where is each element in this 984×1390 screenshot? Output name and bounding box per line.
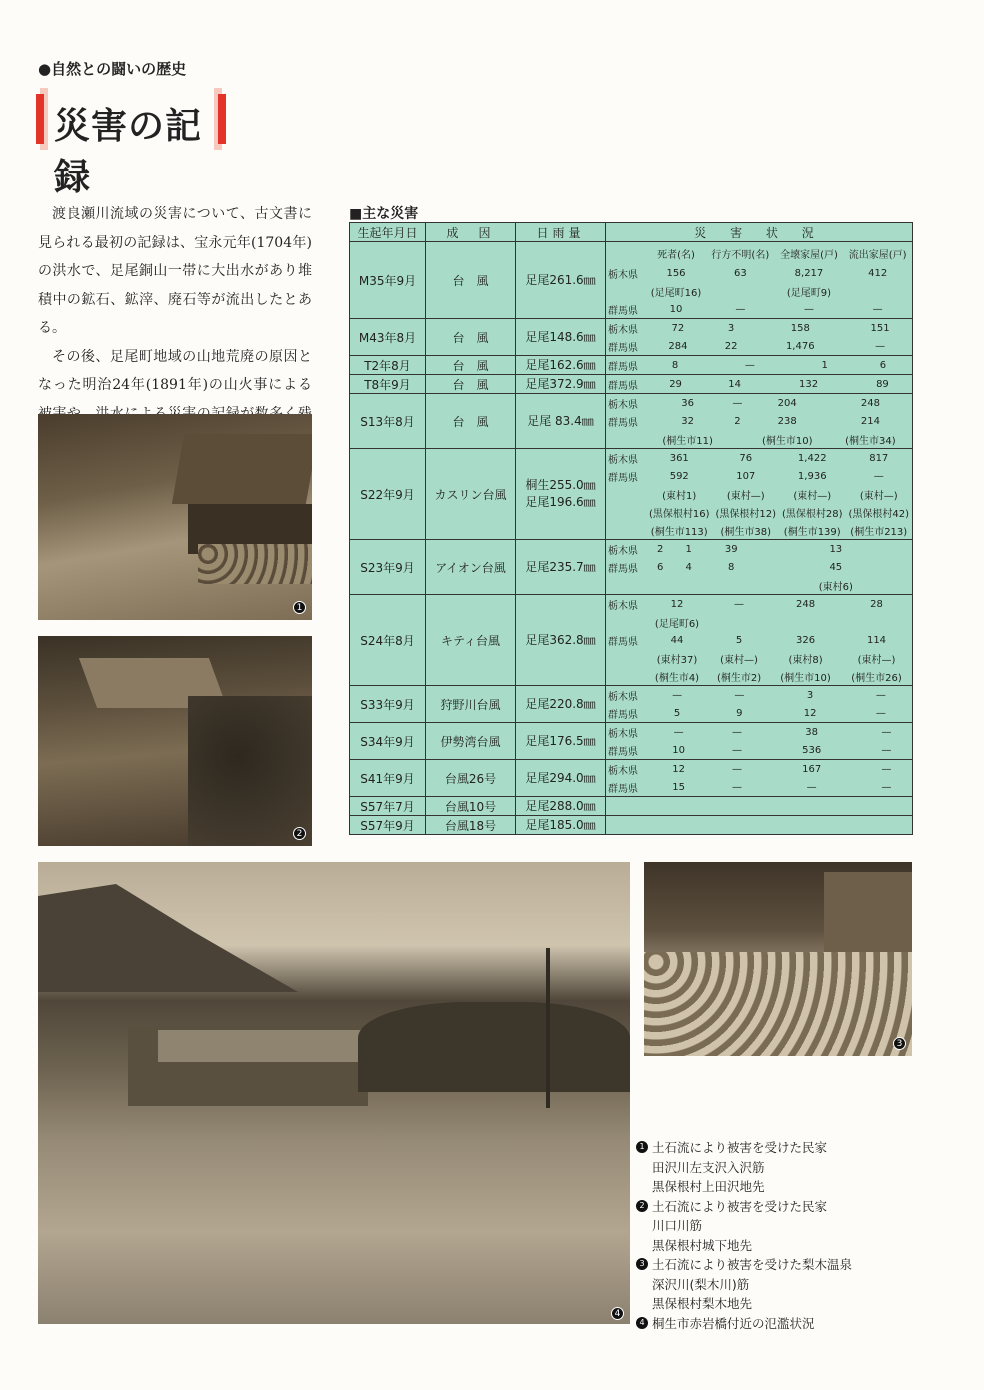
status-value: 114 bbox=[866, 634, 887, 646]
status-subheader: 流出家屋(戸) bbox=[848, 249, 907, 261]
status-value bbox=[706, 282, 775, 300]
prefecture-label bbox=[606, 649, 646, 667]
prefecture-label: 群馬県 bbox=[608, 472, 638, 484]
status-value: — bbox=[734, 598, 745, 610]
status-value: (黒保根村42) bbox=[848, 508, 910, 520]
rainfall-value: 足尾372.9㎜ bbox=[525, 376, 596, 391]
row-cause: 台 風 bbox=[426, 242, 516, 319]
status-value: 5 bbox=[673, 707, 681, 719]
caption-number: 1 bbox=[636, 1141, 648, 1153]
row-date: S23年9月 bbox=[350, 540, 426, 595]
status-value: (東村37) bbox=[656, 654, 698, 666]
row-status bbox=[606, 242, 913, 319]
rainfall-value: 足尾294.0㎜ bbox=[525, 770, 596, 785]
status-value: — bbox=[875, 707, 886, 719]
row-rainfall bbox=[516, 540, 606, 595]
status-value: 38 bbox=[805, 726, 819, 738]
status-value: (桐生市4) bbox=[654, 672, 700, 684]
status-value: 412 bbox=[868, 267, 888, 279]
status-value: 9 bbox=[736, 707, 743, 719]
table-row bbox=[350, 394, 913, 449]
status-value: 4 bbox=[685, 561, 692, 573]
status-value: (桐生市2) bbox=[716, 672, 762, 684]
caption-detail: 深沢川(梨木川)筋 bbox=[652, 1276, 750, 1292]
status-value: — bbox=[734, 689, 745, 701]
photo-2 bbox=[38, 636, 312, 846]
status-value: — bbox=[881, 781, 892, 793]
status-value: (桐生市34) bbox=[845, 435, 896, 447]
prefecture-label: 栃木県 bbox=[608, 269, 638, 281]
photo-number: 1 bbox=[293, 601, 306, 614]
caption-detail: 黒保根村上田沢地先 bbox=[652, 1179, 765, 1194]
status-value: 238 bbox=[777, 415, 797, 427]
status-value: 76 bbox=[739, 452, 753, 464]
row-date: T2年8月 bbox=[350, 356, 426, 375]
status-value: 1,422 bbox=[797, 452, 827, 464]
status-value: 44 bbox=[670, 634, 684, 646]
status-value: 12 bbox=[803, 707, 817, 719]
row-rainfall bbox=[516, 686, 606, 723]
title-box bbox=[36, 88, 226, 198]
status-value: 8 bbox=[728, 561, 735, 573]
status-value: 8 bbox=[671, 359, 679, 371]
row-rainfall bbox=[516, 375, 606, 394]
status-value: 536 bbox=[802, 744, 822, 756]
status-value: (東村1) bbox=[662, 490, 697, 502]
photo-captions bbox=[636, 1138, 936, 1333]
prefecture-label: 栃木県 bbox=[608, 545, 638, 557]
status-value: — bbox=[732, 726, 742, 738]
status-value: 45 bbox=[829, 561, 843, 573]
row-date: T8年9月 bbox=[350, 375, 426, 394]
caption-title: 土石流により被害を受けた民家 bbox=[652, 1198, 828, 1214]
row-rainfall bbox=[516, 595, 606, 686]
status-value: 204 bbox=[777, 397, 797, 409]
prefecture-label bbox=[606, 521, 646, 539]
status-value: 8,217 bbox=[794, 267, 824, 279]
page-title: 災害の記録 bbox=[54, 106, 203, 198]
row-cause: 台 風 bbox=[426, 356, 516, 375]
caption-title: 土石流により被害を受けた民家 bbox=[652, 1140, 828, 1155]
status-value: — bbox=[806, 781, 817, 793]
status-value: — bbox=[744, 359, 755, 371]
row-cause: 台風10号 bbox=[426, 797, 516, 816]
row-cause: 台 風 bbox=[426, 394, 516, 449]
rainfall-value: 足尾176.5㎜ bbox=[525, 733, 596, 748]
header-rain: 日雨量 bbox=[516, 223, 606, 242]
status-value: 29 bbox=[669, 378, 682, 390]
status-value: 361 bbox=[669, 452, 689, 464]
status-value: 2 bbox=[657, 543, 664, 555]
status-value: 32 bbox=[681, 415, 694, 427]
status-value: — bbox=[732, 744, 742, 756]
row-status bbox=[606, 797, 913, 816]
caption-title: 桐生市赤岩橋付近の氾濫状況 bbox=[652, 1315, 815, 1331]
row-cause: 台 風 bbox=[426, 375, 516, 394]
caption-detail: 川口川筋 bbox=[652, 1218, 703, 1233]
status-value: (黒保根村12) bbox=[715, 508, 777, 520]
prefecture-label: 栃木県 bbox=[608, 454, 638, 466]
status-value: — bbox=[673, 726, 684, 738]
caption-item bbox=[636, 1255, 936, 1275]
status-value: 107 bbox=[736, 470, 756, 482]
rainfall-value: 足尾220.8㎜ bbox=[525, 696, 596, 711]
status-value bbox=[703, 576, 760, 594]
row-date: S33年9月 bbox=[350, 686, 426, 723]
prefecture-label bbox=[606, 485, 646, 503]
row-rainfall bbox=[516, 319, 606, 356]
status-value: 3 bbox=[727, 322, 735, 334]
status-value bbox=[646, 576, 674, 594]
status-value: (桐生市139) bbox=[783, 526, 841, 538]
row-status bbox=[606, 375, 913, 394]
status-value: 326 bbox=[795, 634, 816, 646]
row-rainfall bbox=[516, 760, 606, 797]
row-status bbox=[606, 816, 913, 835]
status-value: — bbox=[881, 726, 892, 738]
row-cause: カスリン台風 bbox=[426, 449, 516, 540]
prefecture-label bbox=[606, 503, 646, 521]
table-row bbox=[350, 816, 913, 835]
prefecture-label: 栃木県 bbox=[608, 600, 638, 612]
row-date: S34年9月 bbox=[350, 723, 426, 760]
prefecture-label: 群馬県 bbox=[608, 746, 638, 758]
prefecture-label: 群馬県 bbox=[608, 636, 638, 648]
header-date: 生起年月日 bbox=[350, 223, 426, 242]
status-value: 72 bbox=[671, 322, 685, 334]
prefecture-label: 群馬県 bbox=[608, 709, 638, 721]
status-value: 167 bbox=[802, 763, 822, 775]
row-rainfall bbox=[516, 449, 606, 540]
row-cause: 台風26号 bbox=[426, 760, 516, 797]
status-value: 1,476 bbox=[785, 340, 815, 352]
row-status bbox=[606, 686, 913, 723]
status-value: (桐生市113) bbox=[650, 526, 708, 538]
status-value: 36 bbox=[681, 397, 694, 409]
caption-detail: 田沢川左支沢入沢筋 bbox=[652, 1159, 765, 1175]
prefecture-label: 栃木県 bbox=[608, 765, 638, 777]
status-value: (黒保根村16) bbox=[648, 508, 710, 520]
status-value: (東村—) bbox=[720, 654, 758, 666]
section-label: ●自然との闘いの歴史 bbox=[38, 60, 187, 78]
status-value: (桐生市11) bbox=[662, 435, 713, 447]
status-value bbox=[770, 613, 841, 631]
rainfall-value: 足尾235.7㎜ bbox=[525, 559, 596, 574]
status-value: (桐生市213) bbox=[850, 526, 908, 538]
rainfall-value: 足尾 83.4㎜ bbox=[527, 413, 594, 428]
row-rainfall bbox=[516, 356, 606, 375]
row-status bbox=[606, 595, 913, 686]
status-value: 132 bbox=[798, 378, 819, 390]
table-title: ■主な災害 bbox=[349, 206, 419, 222]
caption-number: 3 bbox=[636, 1258, 648, 1270]
status-value: 1,936 bbox=[797, 470, 827, 482]
status-subheader: 全壊家屋(戸) bbox=[780, 249, 838, 261]
row-rainfall bbox=[516, 394, 606, 449]
prefecture-label: 栃木県 bbox=[608, 728, 638, 740]
table-row bbox=[350, 760, 913, 797]
rainfall-value: 足尾196.6㎜ bbox=[525, 495, 596, 509]
status-value: (東村8) bbox=[788, 654, 823, 666]
status-value: (足尾町6) bbox=[654, 618, 700, 630]
row-rainfall bbox=[516, 723, 606, 760]
status-value: 1 bbox=[821, 359, 828, 371]
status-value: 2 bbox=[734, 415, 741, 427]
photo-4 bbox=[38, 862, 630, 1324]
status-value: 1 bbox=[685, 543, 692, 555]
caption-detail: 黒保根村梨木地先 bbox=[652, 1296, 753, 1311]
caption-item bbox=[636, 1138, 936, 1158]
row-date: S24年8月 bbox=[350, 595, 426, 686]
status-value: 22 bbox=[724, 340, 738, 352]
rainfall-value: 足尾148.6㎜ bbox=[525, 329, 596, 344]
status-value bbox=[843, 282, 912, 300]
status-value: — bbox=[735, 303, 746, 315]
table-row bbox=[350, 595, 913, 686]
row-date: M35年9月 bbox=[350, 242, 426, 319]
status-value bbox=[674, 576, 702, 594]
rainfall-value: 足尾362.8㎜ bbox=[525, 632, 596, 647]
prefecture-label: 群馬県 bbox=[608, 342, 638, 354]
caption-number: 2 bbox=[636, 1200, 648, 1212]
status-value: 13 bbox=[829, 543, 843, 555]
status-value: (東村—) bbox=[859, 490, 898, 502]
prefecture-label: 栃木県 bbox=[608, 399, 638, 411]
caption-title: 土石流により被害を受けた梨木温泉 bbox=[652, 1257, 853, 1272]
status-value: (桐生市10) bbox=[780, 672, 831, 684]
status-value: 63 bbox=[733, 267, 747, 279]
status-value: — bbox=[732, 781, 742, 793]
status-value: 151 bbox=[870, 322, 890, 334]
prefecture-label bbox=[606, 613, 646, 631]
row-cause: 台 風 bbox=[426, 319, 516, 356]
status-value: — bbox=[732, 397, 743, 409]
status-value: — bbox=[672, 689, 683, 701]
status-subheader: 行方不明(名) bbox=[711, 249, 770, 261]
row-cause: アイオン台風 bbox=[426, 540, 516, 595]
intro-paragraph: 渡良瀬川流域の災害について、古文書に見られる最初の記録は、宝永元年(1704年)の洪水で、足尾銅山一帯に大出水があり堆積中の鉱石、鉱滓、廃石等が流出したとある。 bbox=[38, 206, 312, 336]
prefecture-label: 群馬県 bbox=[608, 380, 638, 392]
status-value: 6 bbox=[879, 359, 887, 371]
rainfall-value: 足尾162.6㎜ bbox=[525, 357, 596, 372]
photo-1 bbox=[38, 414, 312, 620]
row-cause: 伊勢湾台風 bbox=[426, 723, 516, 760]
row-status bbox=[606, 356, 913, 375]
status-value: (東村—) bbox=[857, 654, 896, 666]
row-status bbox=[606, 449, 913, 540]
prefecture-label bbox=[606, 430, 646, 448]
status-value: (桐生市10) bbox=[761, 435, 813, 447]
status-value: (足尾町9) bbox=[786, 287, 832, 299]
status-value: (東村—) bbox=[793, 490, 832, 502]
status-value: — bbox=[873, 470, 884, 482]
status-value: 14 bbox=[728, 378, 742, 390]
photo-number: 3 bbox=[893, 1037, 906, 1050]
rainfall-value: 足尾185.0㎜ bbox=[525, 817, 596, 832]
row-date: S13年8月 bbox=[350, 394, 426, 449]
row-date: S57年9月 bbox=[350, 816, 426, 835]
table-row bbox=[350, 723, 913, 760]
photo-number: 2 bbox=[293, 827, 306, 840]
status-value bbox=[708, 613, 770, 631]
status-value: 39 bbox=[724, 543, 738, 555]
status-value bbox=[729, 430, 745, 448]
table-row bbox=[350, 375, 913, 394]
status-value: 89 bbox=[876, 378, 889, 390]
table-row bbox=[350, 449, 913, 540]
prefecture-label bbox=[606, 282, 646, 300]
row-cause: キティ台風 bbox=[426, 595, 516, 686]
status-value: (桐生市38) bbox=[720, 526, 772, 538]
status-value: 3 bbox=[806, 689, 814, 701]
status-value: 15 bbox=[672, 781, 686, 793]
status-value: — bbox=[881, 744, 892, 756]
status-value: 5 bbox=[735, 634, 743, 646]
caption-number: 4 bbox=[636, 1317, 648, 1329]
status-value: (黒保根村28) bbox=[781, 508, 843, 520]
status-value: 28 bbox=[870, 598, 883, 610]
table-row bbox=[350, 319, 913, 356]
status-value: — bbox=[872, 303, 883, 315]
row-status bbox=[606, 723, 913, 760]
prefecture-label: 群馬県 bbox=[608, 305, 638, 317]
status-value: (東村—) bbox=[726, 490, 765, 502]
photo-3 bbox=[644, 862, 912, 1056]
table-row bbox=[350, 356, 913, 375]
status-value: (東村6) bbox=[818, 581, 853, 593]
status-value: 214 bbox=[860, 415, 880, 427]
prefecture-label: 栃木県 bbox=[608, 691, 638, 703]
row-rainfall bbox=[516, 242, 606, 319]
status-value: 592 bbox=[669, 470, 689, 482]
status-value bbox=[841, 613, 912, 631]
status-value: 284 bbox=[668, 340, 688, 352]
row-cause: 狩野川台風 bbox=[426, 686, 516, 723]
status-subheader: 死者(名) bbox=[657, 249, 695, 261]
status-value: — bbox=[875, 689, 886, 701]
caption-item bbox=[636, 1197, 936, 1217]
table-row bbox=[350, 797, 913, 816]
status-value: 6 bbox=[657, 561, 664, 573]
status-value: 248 bbox=[795, 598, 816, 610]
rainfall-value: 桐生255.0㎜ bbox=[525, 478, 596, 492]
status-value: 10 bbox=[672, 744, 686, 756]
row-status bbox=[606, 540, 913, 595]
prefecture-label bbox=[606, 667, 646, 685]
table-row bbox=[350, 242, 913, 319]
prefecture-label: 群馬県 bbox=[608, 417, 638, 429]
row-rainfall bbox=[516, 816, 606, 835]
status-value: — bbox=[803, 303, 814, 315]
status-value: — bbox=[881, 763, 892, 775]
prefecture-label: 群馬県 bbox=[608, 563, 638, 575]
disaster-table bbox=[349, 222, 913, 835]
status-value: 12 bbox=[670, 598, 684, 610]
status-value: — bbox=[732, 763, 742, 775]
row-rainfall bbox=[516, 797, 606, 816]
header-cause: 成 因 bbox=[426, 223, 516, 242]
status-value: 12 bbox=[672, 763, 686, 775]
status-value: 248 bbox=[860, 397, 880, 409]
status-value: (足尾町16) bbox=[650, 287, 702, 299]
row-date: S57年7月 bbox=[350, 797, 426, 816]
status-value: — bbox=[875, 340, 886, 352]
row-date: M43年8月 bbox=[350, 319, 426, 356]
prefecture-label: 群馬県 bbox=[608, 783, 638, 795]
row-status bbox=[606, 394, 913, 449]
row-date: S22年9月 bbox=[350, 449, 426, 540]
prefecture-label: 群馬県 bbox=[608, 361, 638, 373]
status-value: 156 bbox=[666, 267, 686, 279]
header-status: 災 害 状 況 bbox=[606, 223, 913, 242]
rainfall-value: 足尾288.0㎜ bbox=[525, 798, 596, 813]
rainfall-value: 足尾261.6㎜ bbox=[525, 272, 596, 287]
row-cause: 台風18号 bbox=[426, 816, 516, 835]
row-status bbox=[606, 760, 913, 797]
status-value: 158 bbox=[790, 322, 810, 334]
row-date: S41年9月 bbox=[350, 760, 426, 797]
status-value: 10 bbox=[669, 303, 683, 315]
table-row bbox=[350, 686, 913, 723]
caption-detail: 黒保根村城下地先 bbox=[652, 1237, 753, 1253]
prefecture-label bbox=[606, 576, 646, 594]
intro-paragraph: その後、足尾町地域の山地荒廃の原因となった明治24年(1891年)の山火事による bbox=[38, 348, 312, 393]
prefecture-label: 栃木県 bbox=[608, 324, 638, 336]
photo-number: 4 bbox=[611, 1307, 624, 1320]
caption-item bbox=[636, 1314, 936, 1334]
status-value: (桐生市26) bbox=[851, 672, 902, 684]
row-status bbox=[606, 319, 913, 356]
table-row bbox=[350, 540, 913, 595]
status-value: 817 bbox=[869, 452, 889, 464]
